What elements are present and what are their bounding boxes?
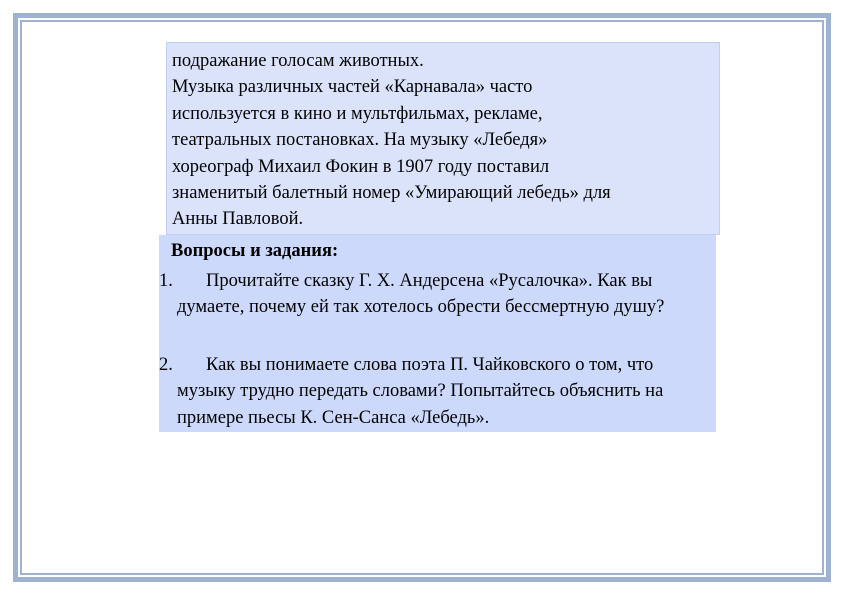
text-block [166, 42, 720, 235]
text-paragraph: подражание голосам животных. Музыка различных частей «Карнавала» часто используется в кино и мультфильмах, рекламе, театральных постановках. На музыку «Лебедя» хореограф Михаил Фокин в 1907 году поставил знаменитый балетный номер «Умирающий лебедь» для Анны Павловой. [172, 51, 611, 230]
questions-heading: Вопросы и задания: [171, 241, 339, 261]
questions-section [159, 235, 716, 432]
question-number: 2. [159, 355, 173, 375]
question-text: Как вы понимаете слова поэта П. Чайковского о том, что музыку трудно передать словами? Попытайтесь объяснить на примере пьесы К. Сен-Санса «Лебедь». [177, 355, 664, 428]
question-number: 1. [159, 271, 173, 291]
question-text: Прочитайте сказку Г. Х. Андерсена «Русалочка». Как вы думаете, почему ей так хотелось обрести бессмертную душу? [177, 271, 665, 318]
